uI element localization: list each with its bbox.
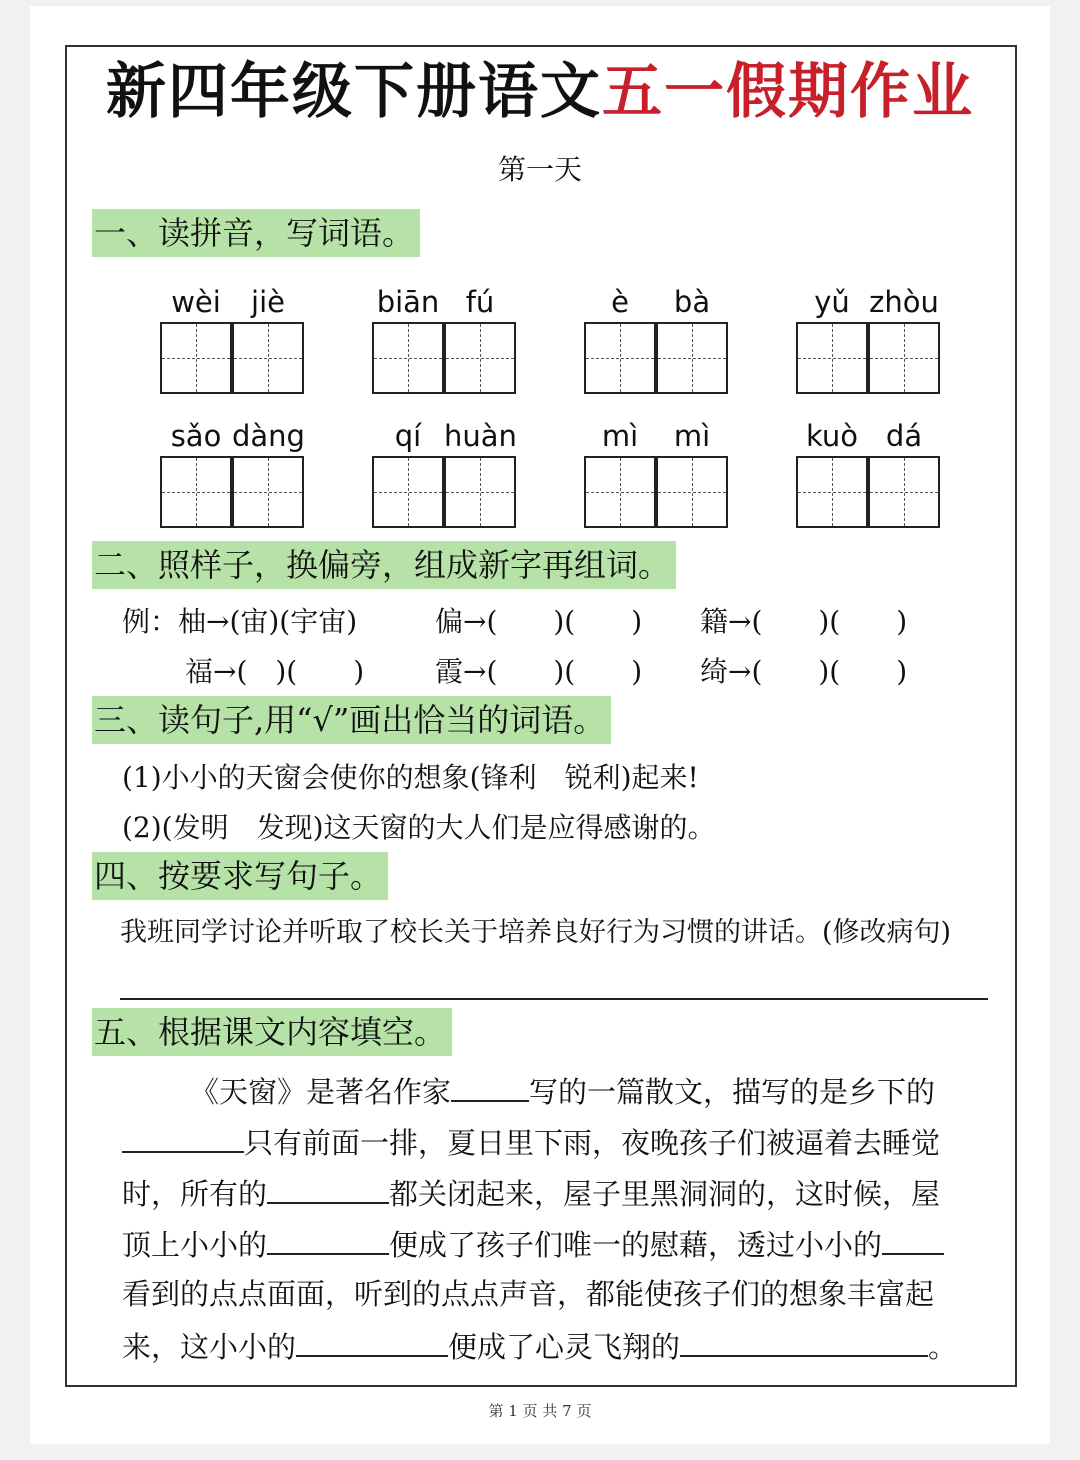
radical-item: 绮→( )( ) xyxy=(700,655,908,688)
rewrite-question: 我班同学讨论并听取了校长关于培养良好行为习惯的讲话。(修改病句) xyxy=(120,917,952,948)
radical-item: 福→( )( ) xyxy=(185,655,365,688)
title-highlight: 五一假期作业 xyxy=(602,57,974,127)
title-main: 新四年级下册语文 xyxy=(106,57,602,127)
pinyin-syllable: kuò xyxy=(805,419,859,453)
fill-blank[interactable] xyxy=(680,1323,928,1357)
fill-text: 时，所有的 xyxy=(122,1177,268,1211)
radical-item: 偏→( )( ) xyxy=(435,605,643,638)
choose-question-2: (2)(发明 发现)这天窗的大人们是应得感谢的。 xyxy=(122,811,716,844)
fill-text: 。 xyxy=(928,1330,958,1364)
pinyin-syllable: zhòu xyxy=(869,285,939,319)
radical-item: 霞→( )( ) xyxy=(435,655,643,688)
answer-line[interactable] xyxy=(120,998,988,1000)
pinyin-syllable: dá xyxy=(885,419,923,453)
fill-blank[interactable] xyxy=(122,1119,244,1153)
fill-line-1 xyxy=(190,1068,935,1114)
writing-box[interactable] xyxy=(232,322,304,394)
fill-line-2 xyxy=(122,1119,940,1165)
fill-text: 便成了心灵飞翔的 xyxy=(448,1330,681,1364)
fill-text: 来，这小小的 xyxy=(122,1330,297,1364)
pinyin-syllable: huàn xyxy=(444,419,517,453)
pinyin-syllable: biān xyxy=(376,285,440,319)
fill-blank[interactable] xyxy=(882,1221,944,1255)
fill-text: 顶上小小的 xyxy=(122,1228,268,1262)
fill-text: 都关闭起来，屋子里黑洞洞的，这时候，屋 xyxy=(389,1177,941,1211)
writing-box[interactable] xyxy=(372,456,444,528)
pinyin-syllable: mì xyxy=(601,419,639,453)
fill-blank[interactable] xyxy=(267,1221,389,1255)
pinyin-syllable: qí xyxy=(394,419,422,453)
pinyin-syllable: yǔ xyxy=(814,285,850,319)
fill-line-4 xyxy=(122,1221,944,1267)
fill-blank[interactable] xyxy=(296,1323,448,1357)
pinyin-syllable: mì xyxy=(673,419,711,453)
day-label: 第一天 xyxy=(497,153,582,186)
writing-box[interactable] xyxy=(372,322,444,394)
writing-box[interactable] xyxy=(232,456,304,528)
section-3-heading: 三、读句子,用“√”画出恰当的词语。 xyxy=(92,696,611,744)
section-1-heading: 一、读拼音，写词语。 xyxy=(92,209,420,257)
pinyin-syllable: dàng xyxy=(232,419,305,453)
fill-line-5: 看到的点点面面，听到的点点声音，都能使孩子们的想象丰富起 xyxy=(122,1277,935,1311)
fill-text: 写的一篇散文，描写的是乡下的 xyxy=(529,1075,936,1109)
writing-box[interactable] xyxy=(796,456,868,528)
writing-box[interactable] xyxy=(160,322,232,394)
section-4-heading: 四、按要求写句子。 xyxy=(92,852,388,900)
writing-box[interactable] xyxy=(584,456,656,528)
writing-box[interactable] xyxy=(444,456,516,528)
fill-text: 便成了孩子们唯一的慰藉，透过小小的 xyxy=(389,1228,883,1262)
fill-blank[interactable] xyxy=(451,1068,529,1102)
fill-line-6 xyxy=(122,1323,957,1369)
pinyin-syllable: è xyxy=(611,285,629,319)
fill-blank[interactable] xyxy=(267,1170,389,1204)
pinyin-syllable: fú xyxy=(465,285,495,319)
section-5-heading: 五、根据课文内容填空。 xyxy=(92,1008,452,1056)
fill-line-3 xyxy=(122,1170,940,1216)
writing-box[interactable] xyxy=(656,456,728,528)
pinyin-syllable: sǎo xyxy=(170,419,222,453)
radical-item: 籍→( )( ) xyxy=(700,605,908,638)
radical-example: 例：柚→(宙)(宇宙) xyxy=(122,605,358,638)
writing-box[interactable] xyxy=(656,322,728,394)
pinyin-syllable: wèi xyxy=(171,285,221,319)
writing-box[interactable] xyxy=(868,456,940,528)
writing-box[interactable] xyxy=(444,322,516,394)
fill-text: 只有前面一排，夏日里下雨，夜晚孩子们被逼着去睡觉 xyxy=(244,1126,941,1160)
section-2-heading: 二、照样子，换偏旁，组成新字再组词。 xyxy=(92,541,676,589)
writing-box[interactable] xyxy=(868,322,940,394)
fill-text: 《天窗》是著名作家 xyxy=(190,1075,452,1109)
pinyin-syllable: jiè xyxy=(251,285,285,319)
page-title xyxy=(0,52,1080,132)
writing-box[interactable] xyxy=(796,322,868,394)
writing-box[interactable] xyxy=(584,322,656,394)
pinyin-syllable: bà xyxy=(673,285,711,319)
page-footer: 第 1 页 共 7 页 xyxy=(488,1402,592,1420)
choose-question-1: (1)小小的天窗会使你的想象(锋利 锐利)起来! xyxy=(122,761,699,794)
writing-box[interactable] xyxy=(160,456,232,528)
